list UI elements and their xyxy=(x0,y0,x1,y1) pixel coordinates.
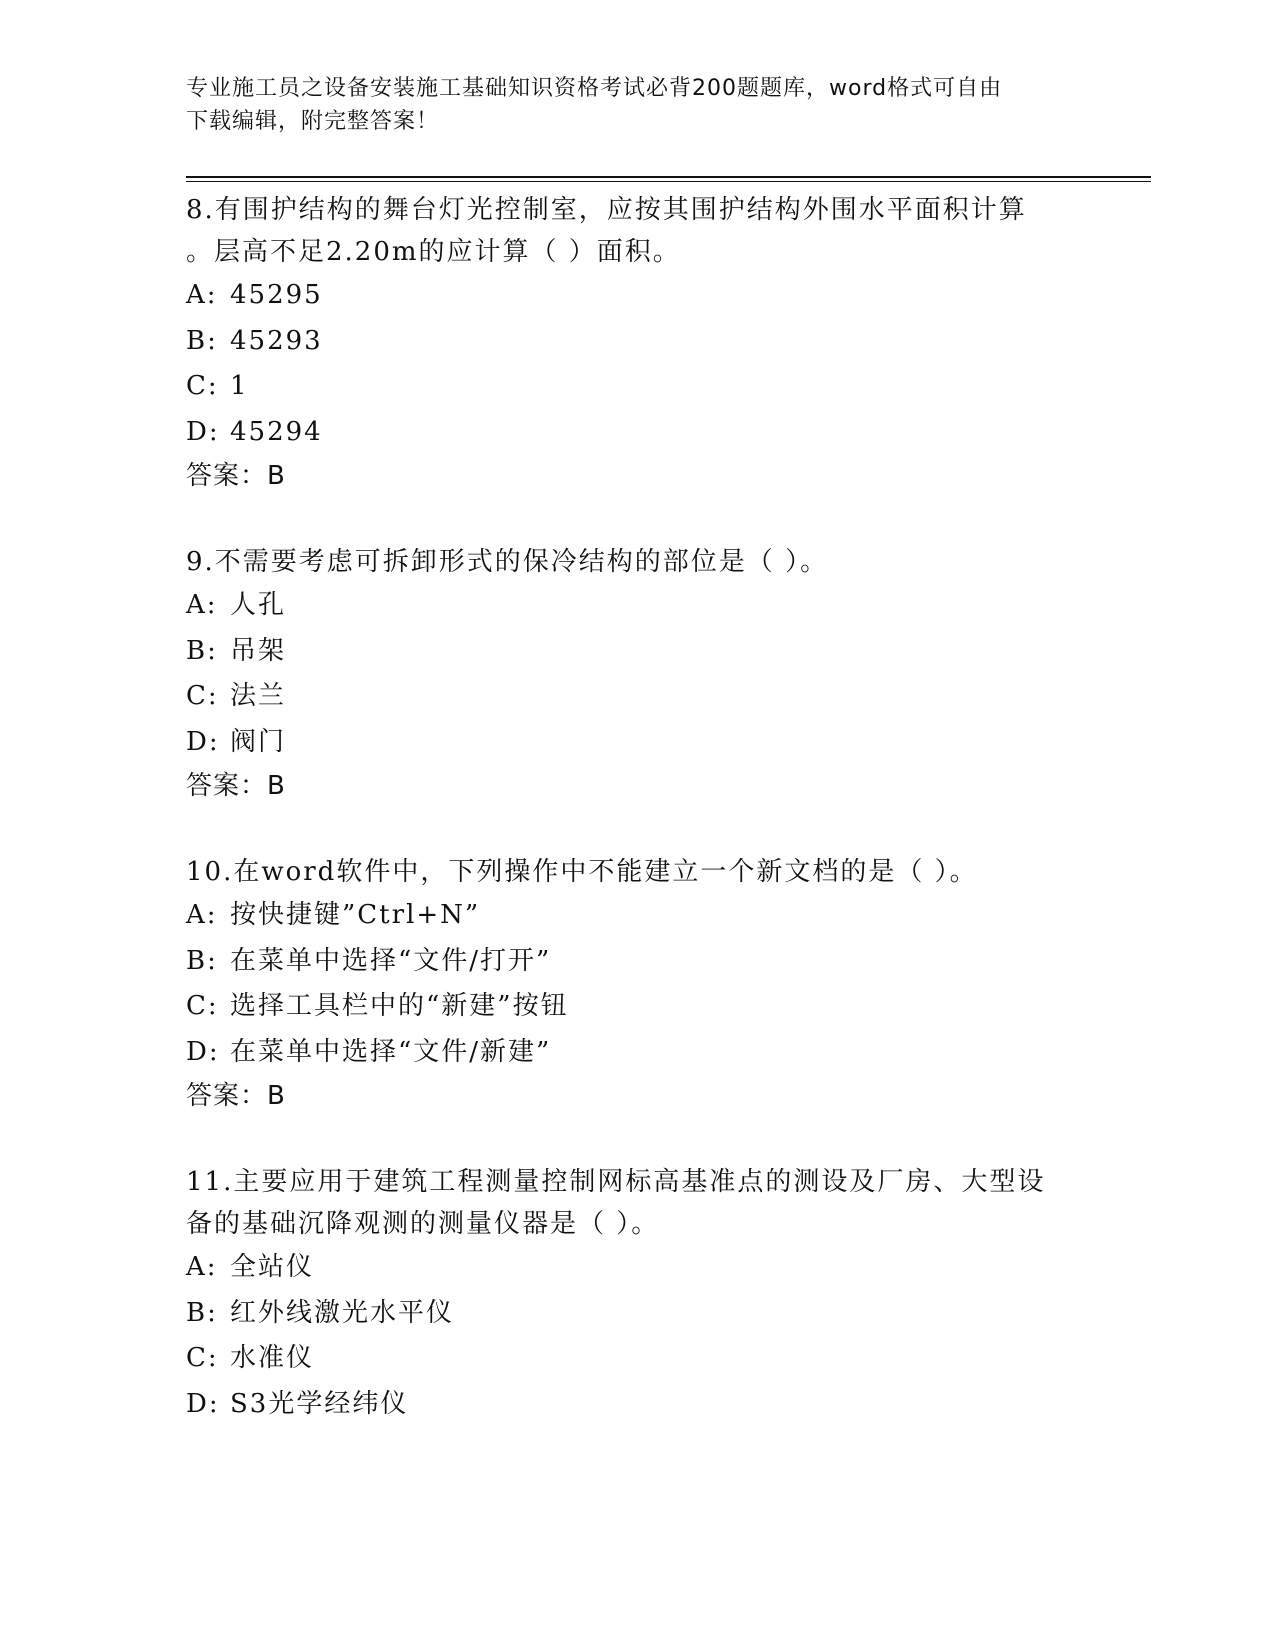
option-label: D: xyxy=(186,1388,220,1419)
option-label: D: xyxy=(186,726,220,757)
option-label: C: xyxy=(186,371,219,401)
option-d xyxy=(186,410,1096,456)
spacer xyxy=(186,807,1096,851)
question-9 xyxy=(186,541,1096,807)
option-text: 全站仪 xyxy=(230,1252,315,1282)
option-label: D: xyxy=(186,1036,220,1067)
option-label: C: xyxy=(186,1343,219,1373)
question-10 xyxy=(186,851,1096,1117)
spacer xyxy=(186,497,1096,541)
option-text: 法兰 xyxy=(230,681,287,711)
option-text: S3光学经纬仪 xyxy=(230,1388,409,1419)
option-b xyxy=(186,1291,1096,1337)
document-header xyxy=(186,72,1066,138)
question-text: 9.不需要考虑可拆卸形式的保冷结构的部位是（ ）。 xyxy=(186,547,829,577)
option-a xyxy=(186,273,1096,319)
answer: 答案：B xyxy=(186,771,286,801)
answer: 答案：B xyxy=(186,461,286,491)
option-c xyxy=(186,1336,1096,1382)
option-label: C: xyxy=(186,991,219,1021)
option-label: C: xyxy=(186,681,219,711)
header-line-1: 专业施工员之设备安装施工基础知识资格考试必背200题题库，word格式可自由 xyxy=(186,76,1003,101)
option-text: 按快捷键”Ctrl+N” xyxy=(230,900,481,930)
option-text: 水准仪 xyxy=(230,1343,315,1373)
option-d xyxy=(186,1030,1096,1076)
option-label: D: xyxy=(186,416,220,447)
option-label: B: xyxy=(186,325,218,356)
question-11 xyxy=(186,1161,1096,1427)
option-label: A: xyxy=(186,590,218,620)
option-c xyxy=(186,984,1096,1030)
question-text: 11.主要应用于建筑工程测量控制网标高基准点的测设及厂房、大型设 xyxy=(186,1167,1046,1197)
answer: 答案：B xyxy=(186,1081,286,1111)
option-text: 45294 xyxy=(230,416,323,447)
option-a xyxy=(186,583,1096,629)
header-divider xyxy=(186,176,1151,182)
option-text: 吊架 xyxy=(230,635,287,666)
question-text: 8.有围护结构的舞台灯光控制室，应按其围护结构外围水平面积计算 xyxy=(186,195,1027,225)
option-text: 选择工具栏中的“新建”按钮 xyxy=(230,991,569,1021)
option-d xyxy=(186,1382,1096,1428)
option-a xyxy=(186,1245,1096,1291)
option-text: 阀门 xyxy=(230,726,287,757)
question-text: 10.在word软件中，下列操作中不能建立一个新文档的是（ ）。 xyxy=(186,857,978,887)
option-text: 人孔 xyxy=(230,590,287,620)
question-text: 。层高不足2.20m的应计算（ ）面积。 xyxy=(186,237,681,267)
option-label: A: xyxy=(186,280,218,310)
option-text: 45293 xyxy=(230,325,323,356)
option-label: B: xyxy=(186,635,218,666)
option-text: 45295 xyxy=(230,280,323,310)
option-text: 1 xyxy=(230,371,249,401)
option-a xyxy=(186,893,1096,939)
option-c xyxy=(186,674,1096,720)
option-b xyxy=(186,629,1096,675)
option-c xyxy=(186,364,1096,410)
spacer xyxy=(186,1117,1096,1161)
question-8 xyxy=(186,189,1096,497)
option-label: A: xyxy=(186,900,218,930)
header-line-2: 下载编辑，附完整答案！ xyxy=(186,109,440,134)
option-b xyxy=(186,319,1096,365)
option-label: B: xyxy=(186,1297,218,1328)
option-text: 在菜单中选择“文件/新建” xyxy=(230,1036,552,1067)
option-label: A: xyxy=(186,1252,218,1282)
option-text: 在菜单中选择“文件/打开” xyxy=(230,945,552,976)
option-b xyxy=(186,939,1096,985)
option-text: 红外线激光水平仪 xyxy=(230,1297,455,1328)
question-text: 备的基础沉降观测的测量仪器是（ ）。 xyxy=(186,1209,660,1239)
option-label: B: xyxy=(186,945,218,976)
question-list xyxy=(186,189,1096,1427)
option-d xyxy=(186,720,1096,766)
